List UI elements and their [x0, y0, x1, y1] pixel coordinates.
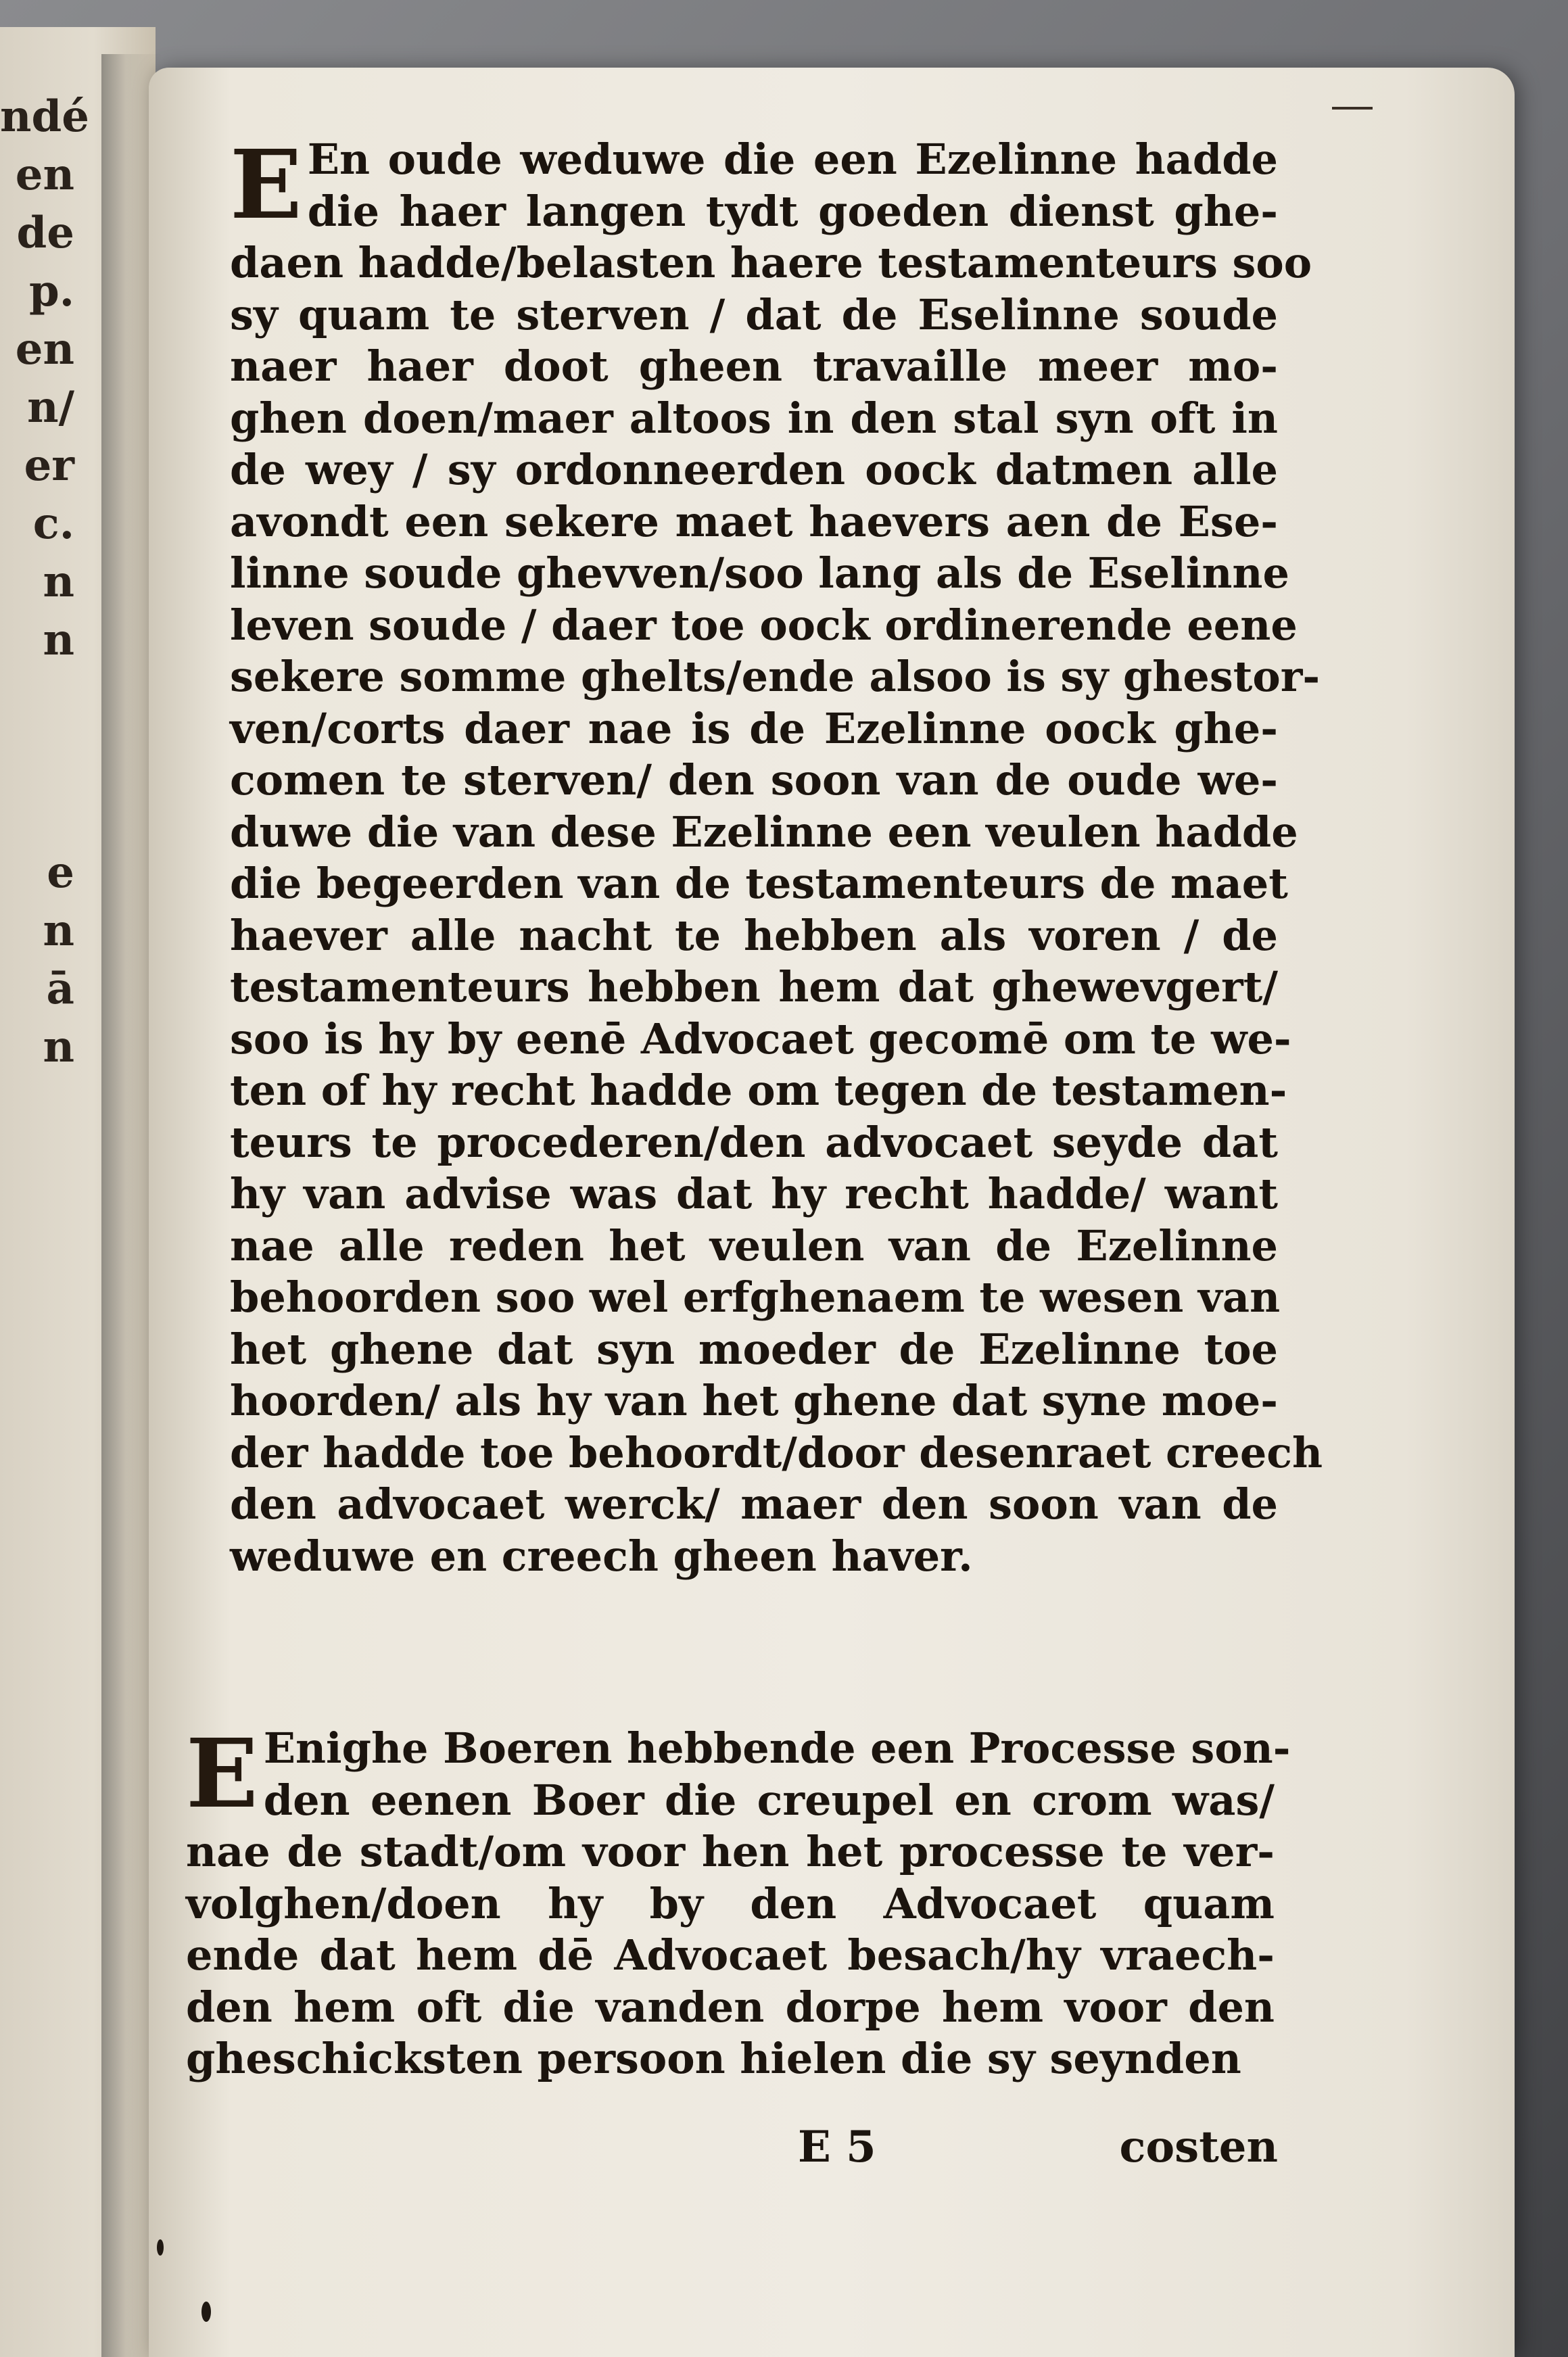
text-line: den eenen Boer die creupel en crom was/ [263, 1775, 1275, 1825]
ink-speck [201, 2302, 211, 2322]
page-mark [1332, 107, 1373, 110]
facing-page-fragment: n [43, 905, 74, 956]
facing-page-fragment: de [16, 208, 74, 258]
text-line: nae de stadt/om voor hen het processe te ver- [186, 1827, 1275, 1876]
paragraph-widow-and-donkey [230, 130, 1323, 1582]
facing-page-fragment [0, 669, 74, 728]
text-line: behoorden soo wel erfghenaem te wesen van [230, 1272, 1281, 1322]
text-line: soo is hy by eenē Advocaet gecomē om te we- [230, 1014, 1291, 1064]
text-line: ende dat hem dē Advocaet besach/hy vraech- [186, 1930, 1275, 1980]
text-line: gheschicksten persoon hielen die sy seynden [186, 2034, 1241, 2083]
facing-page-fragment: n [43, 556, 74, 607]
paragraph-lines [230, 130, 1323, 1582]
facing-page-fragment [0, 786, 74, 844]
facing-page-text-fragments [0, 88, 89, 1076]
text-line: hoorden/ als hy van het ghene dat syne moe- [230, 1376, 1278, 1425]
text-line: den advocaet werck/ maer den soon van de [230, 1479, 1278, 1529]
facing-page-fragment: n [43, 615, 74, 665]
drop-cap: E [186, 1719, 258, 1830]
facing-page-fragment: c. [32, 498, 74, 549]
text-line: nae alle reden het veulen van de Ezelinne [230, 1220, 1278, 1270]
paragraph-peasants-lawsuit [186, 1719, 1291, 2085]
paragraph-lines [186, 1719, 1291, 2085]
text-line: sekere somme ghelts/ende alsoo is sy ghestor- [230, 652, 1321, 701]
text-line: ghen doen/maer altoos in den stal syn oft in [230, 393, 1278, 443]
text-line: het ghene dat syn moeder de Ezelinne toe [230, 1324, 1278, 1374]
text-line: daen hadde/belasten haere testamenteurs soo [230, 238, 1312, 287]
text-line: ven/corts daer nae is de Ezelinne oock ghe- [230, 703, 1278, 753]
drop-cap: E [230, 130, 302, 241]
text-line: der hadde toe behoordt/door desenraet creech [230, 1427, 1323, 1477]
facing-page-fragment [0, 728, 74, 786]
facing-page-fragment: p. [28, 266, 74, 316]
text-line: En oude weduwe die een Ezelinne hadde [307, 135, 1278, 184]
text-line: haever alle nacht te hebben als voren / de [230, 910, 1278, 960]
text-line: naer haer doot gheen travaille meer mo- [230, 341, 1278, 391]
text-line: den hem oft die vanden dorpe hem voor den [186, 1982, 1275, 2032]
signature-mark: E 5 [798, 2122, 876, 2172]
text-line: leven soude / daer toe oock ordinerende eene [230, 600, 1298, 650]
text-line: teurs te procederen/den advocaet seyde dat [230, 1117, 1278, 1167]
text-line: duwe die van dese Ezelinne een veulen hadde [230, 807, 1298, 857]
text-line: de wey / sy ordonneerden oock datmen alle [230, 445, 1278, 494]
facing-page-fragment: ndé [0, 91, 89, 142]
catchword: costen [1119, 2122, 1278, 2172]
text-line: weduwe en creech gheen haver. [230, 1531, 973, 1581]
facing-page-fragment: n/ [27, 382, 74, 433]
text-line: comen te sterven/ den soon van de oude we- [230, 755, 1278, 805]
text-line: volghen/doen hy by den Advocaet quam [186, 1878, 1275, 1928]
facing-page-fragment: n [43, 1022, 74, 1072]
text-line: hy van advise was dat hy recht hadde/ want [230, 1169, 1278, 1218]
text-line: die haer langen tydt goeden dienst ghe- [307, 186, 1278, 236]
text-line: avondt een sekere maet haevers aen de Ese- [230, 496, 1278, 546]
facing-page-fragment: er [24, 440, 74, 491]
facing-page-fragment: e [47, 847, 74, 898]
ink-speck [157, 2239, 164, 2256]
text-line: sy quam te sterven / dat de Eselinne soude [230, 289, 1278, 339]
text-line: die begeerden van de testamenteurs de maet [230, 859, 1288, 908]
facing-page-fragment: ā [46, 963, 74, 1014]
text-line: linne soude ghevven/soo lang als de Eselinne [230, 548, 1289, 598]
facing-page-fragment: en [15, 324, 74, 375]
text-line: Enighe Boeren hebbende een Processe son- [263, 1723, 1291, 1773]
text-line: ten of hy recht hadde om tegen de testamen- [230, 1066, 1287, 1115]
facing-page-fragment: en [15, 149, 74, 200]
text-line: testamenteurs hebben hem dat ghewevgert/ [230, 962, 1278, 1011]
